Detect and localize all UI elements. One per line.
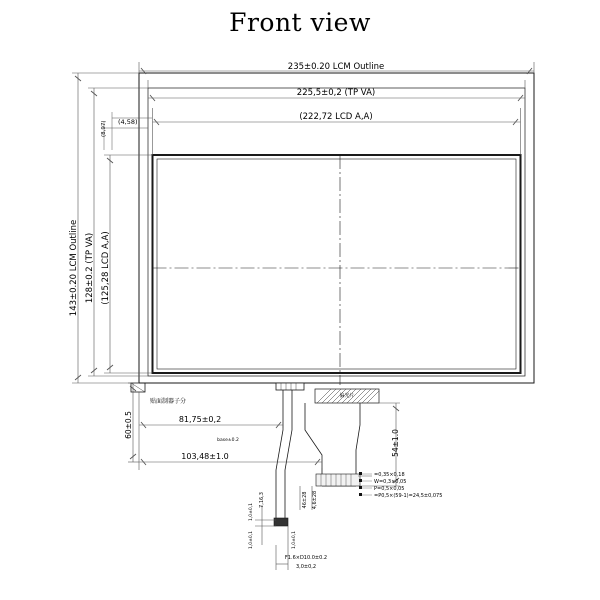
- dim-716: 7,16,3: [259, 492, 265, 508]
- dim-54: 54±1.0: [391, 429, 400, 457]
- dim-1001a: 1,0±0,1: [249, 502, 254, 522]
- polarizer-hatch-block: [315, 389, 379, 403]
- dim-tp-va-height: 128±0.2 (TP VA): [85, 232, 95, 304]
- lcd-fpc-tail: [305, 403, 360, 486]
- dim-81-75-note: base±0.2: [217, 438, 239, 443]
- fpc-spec-4: =P0,5×(59-1)=24,5±0,075: [374, 493, 443, 499]
- fpc-note2: 3,0±0,2: [295, 564, 317, 570]
- dim-offset-877: (8,97): [101, 120, 107, 137]
- dim-103-48: 103,48±1.0: [181, 452, 229, 461]
- dim-lcd-aa-height: (125,28 LCD A,A): [101, 231, 111, 305]
- fpc-note: F1.6×D10.0±0.2: [284, 555, 328, 561]
- dim-tp-va-width: 225,5±0,2 (TP VA): [296, 88, 376, 98]
- lcd-active-area: [153, 155, 521, 373]
- top-dimensions: [139, 62, 534, 155]
- note-chinese-label: 贴面制器子分: [150, 398, 187, 405]
- dim-60: 60±0.5: [124, 411, 133, 439]
- dim-lcm-outline-width: 235±0.20 LCM Outline: [287, 62, 385, 72]
- dim-lcm-outline-height: 143±0.20 LCM Outline: [69, 219, 79, 317]
- fpc-spec-1: =0,35×0,18: [374, 472, 405, 478]
- dim-offset-458: (4,58): [118, 118, 138, 126]
- center-lines: [153, 155, 521, 385]
- note-polarizer: 偏光片: [339, 393, 355, 399]
- dim-1001b: 1,0±0,1: [249, 530, 254, 550]
- dim-4628b: 4,6±28: [312, 490, 318, 510]
- dim-4628: 46±28: [302, 491, 308, 509]
- tp-fpc-connector: [276, 383, 304, 390]
- fpc-spec-callout: [358, 472, 442, 499]
- tp-fpc-tail: [274, 390, 292, 526]
- tp-va-outline: [148, 88, 525, 376]
- dim-81-75: 81,75±0,2: [178, 415, 222, 424]
- dim-1001c: 1,0±0,1: [292, 530, 297, 550]
- fpc-spec-3: P=0,5×0,05: [374, 486, 405, 492]
- dim-lcd-aa-width: (222,72 LCD A,A): [299, 112, 373, 122]
- page-title: Front view: [229, 8, 371, 37]
- fpc-spec-2: W=0,3×0,05: [374, 479, 407, 485]
